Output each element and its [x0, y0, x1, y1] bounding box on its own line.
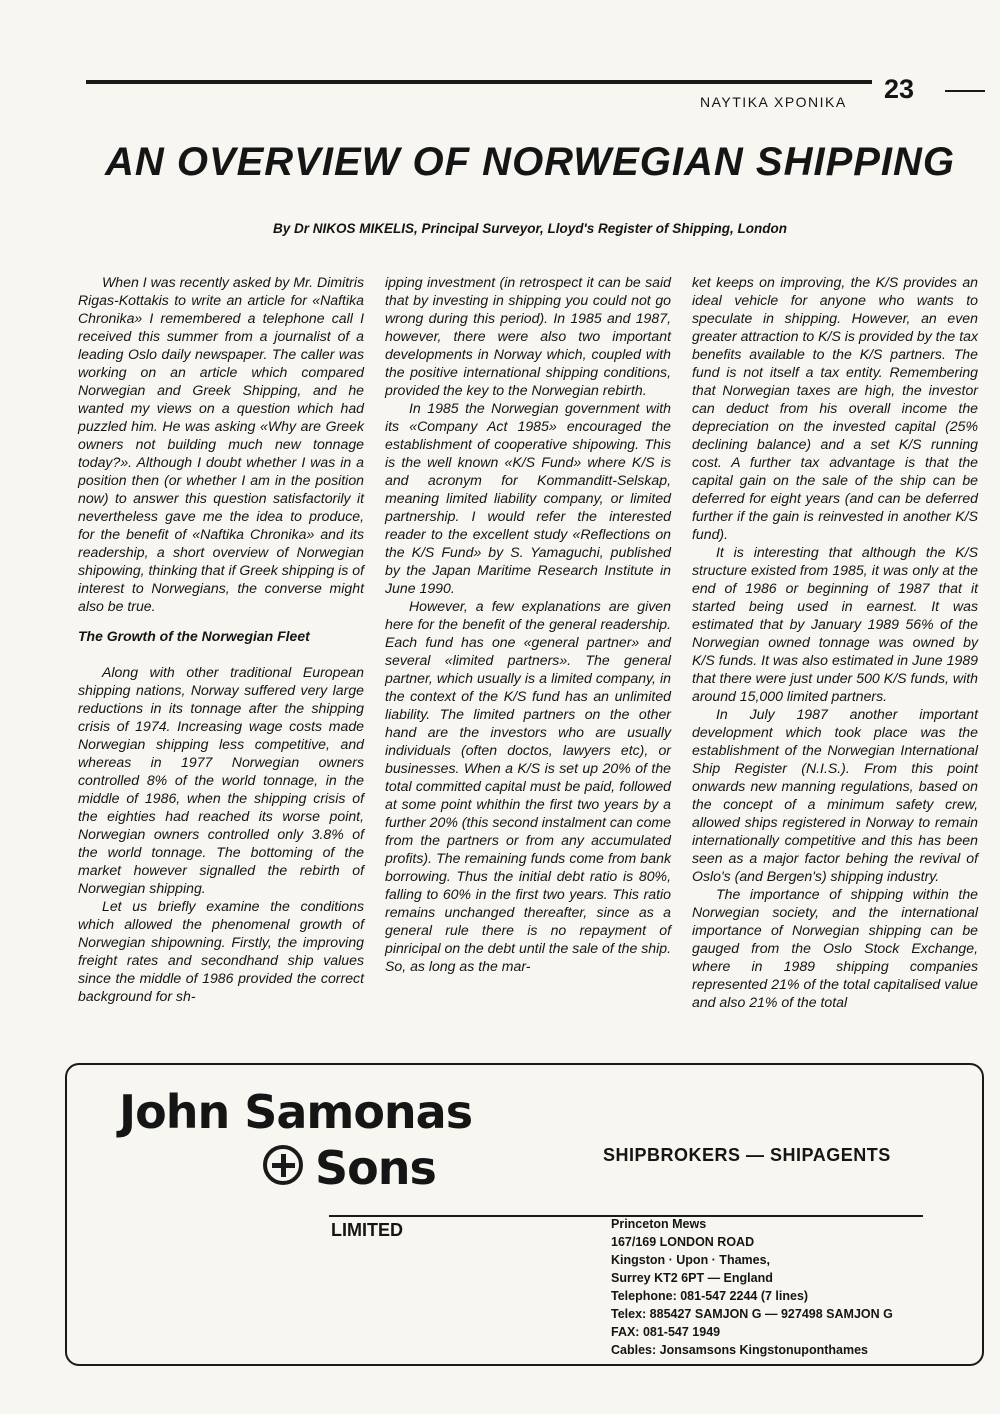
paragraph: However, a few explanations are given here for the benefit of the general readership. Each fund has one «general partner» and several «limited partners». The general partner, which usually is a limited company, in the context of the K/S fund has an unlimited liability. The limited partners on the other hand are the investors who are usually individuals (often doctos, lawyers etc), or businesses. When a K/S is set up 20% of the total committed capital must be paid, followed at some point whithin the first two years by a further 20% (this second instalment can come from the partners or from any accumulated profits). The remaining funds come from bank borrowing. Thus the initial debt ratio is 80%, falling to 60% in the first two years. This ratio remains unchanged thereafter, since as a general rule there is no repayment of pinricipal on the debt until the sale of the ship. So, as long as the mar- — [385, 598, 671, 974]
paragraph: Let us briefly examine the conditions which allowed the phenomenal growth of Norwegian shipowning. Firstly, the improving freight rates and secondhand ship values since the middle of 1986 provided the correct background for sh- — [78, 898, 364, 1004]
paragraph: The importance of shipping within the Norwegian society, and the international importance of Norwegian shipping can be gauged from the Oslo Stock Exchange, where in 1989 shipping companies represented 21% of the total capitalised value and also 21% of the total — [692, 886, 978, 1010]
telex: Telex: 885427 SAMJON G — 927498 SAMJON G — [611, 1307, 893, 1321]
paragraph: In July 1987 another important development which took place was the establishment of the Norwegian International Ship Register (N.I.S.). From this point onwards new manning regulations, based on the concept of a minimum safety crew, allowed ships registered in Norway to remain internationally competitive and this has been seen as a major factor behing the revival of Oslo's (and Bergen's) shipping industry. — [692, 706, 978, 884]
section-heading: The Growth of the Norwegian Fleet — [78, 628, 310, 644]
paragraph: ket keeps on improving, the K/S provides an ideal vehicle for anyone who wants to speculate in shipping. However, an even greater attraction to K/S is provided by the tax benefits available to the K/S partners. The fund is not itself a tax entity. Remembering that Norwegian taxes are high, the investor can deduct from his overall income the depreciation on the invested capital (25% declining balance) and a set K/S running cost. A further tax advantage is that the capital gain on the sale of the ship can be deferred for eight years (and can be deferred further if the gain is reinvested in another K/S fund). — [692, 274, 978, 542]
company-limited: LIMITED — [331, 1220, 403, 1240]
article-column-2 — [385, 273, 671, 975]
article-column-3 — [692, 273, 978, 1011]
address-line: Kingston · Upon · Thames, — [611, 1253, 771, 1267]
paragraph: Along with other traditional European shipping nations, Norway suffered very large reductions in its tonnage after the shipping crisis of 1974. Increasing wage costs made Norwegian shipping less competitive, and whereas in 1977 Norwegian owners controlled 8% of the world tonnage, in the middle of 1986, when the shipping crisis of the eighties had reached its worse point, Norwegian owners controlled only 3.8% of the world tonnage. The bottoming of the market however signalled the rebirth of Norwegian shipping. — [78, 664, 364, 896]
header-rule-right — [945, 90, 985, 92]
telephone: Telephone: 081-547 2244 (7 lines) — [611, 1289, 809, 1303]
address-line: Surrey KT2 6PT — England — [611, 1271, 773, 1285]
paragraph: It is interesting that although the K/S structure existed from 1985, it was only at the end of 1986 or beginning of 1987 that it started being used in earnest. It was estimated that by January 1989 56% of the Norwegian owned tonnage was owned by K/S funds. It was also estimated in June 1989 that there were just under 500 K/S funds, with around 15,000 limited partners. — [692, 544, 978, 704]
article-column-1 — [78, 273, 364, 1005]
company-name: John Samonas — [119, 1085, 473, 1139]
journal-name: NAYTIKA XPONIKA — [700, 94, 847, 110]
article-byline: By Dr NIKOS MIKELIS, Principal Surveyor, Lloyd's Register of Shipping, London — [272, 221, 788, 236]
advertisement-box — [65, 1063, 984, 1366]
cables: Cables: Jonsamsons Kingstonuponthames — [611, 1343, 868, 1357]
fax: FAX: 081-547 1949 — [611, 1325, 721, 1339]
address-line: 167/169 LONDON ROAD — [611, 1235, 755, 1249]
article-title: AN OVERVIEW OF NORWEGIAN SHIPPING — [104, 140, 956, 184]
header-rule — [86, 80, 872, 84]
paragraph: In 1985 the Norwegian government with its «Company Act 1985» encouraged the establishment of cooperative shipowing. This is the well known «K/S Fund» where K/S is and acronym for Kommanditt-Selskap, meaning limited liability company, or limited partnership. I would refer the interested reader to the excellent study «Reflections on the K/S Fund» by S. Yamaguchi, published by the Japan Maritime Research Institute in June 1990. — [385, 400, 671, 596]
plus-circle-icon — [263, 1145, 303, 1185]
paragraph: When I was recently asked by Mr. Dimitris Rigas-Kottakis to write an article for «Naftika Chronika» I remembered a telephone call I received this summer from a journalist of a leading Oslo daily newspaper. The caller was working on an article which compared Norwegian and Greek Shipping, and he wanted my views on a question which had puzzled him. He was asking «Why are Greek owners not building much new tonnage today?». Although I doubt whether I was in a position then (or whether I am in the position now) to answer this question satisfactorily it nevertheless gave me the idea to produce, for the benefit of «Naftika Chronika» and its readership, a short overview of Norwegian shipowing, thinking that if Greek shipping is of interest to Norwegians, the converse might also be true. — [78, 274, 364, 614]
company-services: SHIPBROKERS — SHIPAGENTS — [603, 1145, 891, 1165]
company-address — [611, 1215, 893, 1359]
company-name-sons: Sons — [315, 1141, 436, 1195]
address-line: Princeton Mews — [611, 1217, 707, 1231]
page-number: 23 — [884, 74, 915, 104]
paragraph: ipping investment (in retrospect it can be said that by investing in shipping you could not go wrong during this period). In 1985 and 1987, however, there were also two important developments in Norway which, coupled with the positive international shipping conditions, provided the key to the Norwegian rebirth. — [385, 274, 671, 398]
